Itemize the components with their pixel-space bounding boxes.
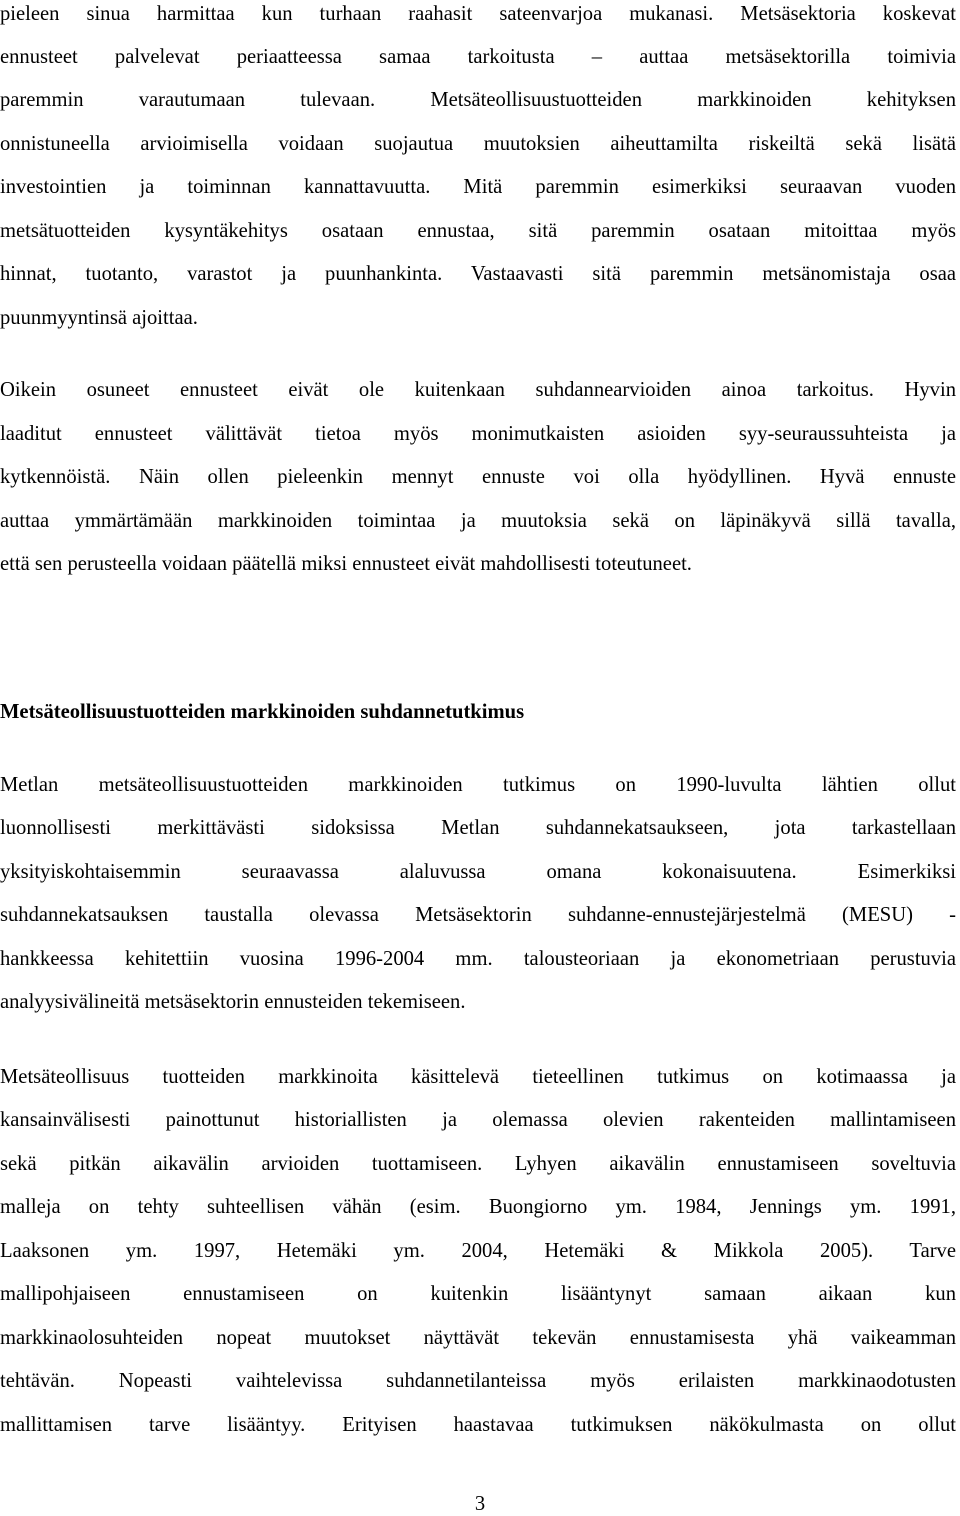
text-line: hinnat, tuotanto, varastot ja puunhankinta. Vastaavasti sitä paremmin metsänomistaja osaa [0,263,956,285]
text-line: investointien ja toiminnan kannattavuutta. Mitä paremmin esimerkiksi seuraavan vuoden [0,176,956,198]
text-line: malleja on tehty suhteellisen vähän (esim. Buongiorno ym. 1984, Jennings ym. 1991, [0,1196,956,1218]
text-line: tehtävän. Nopeasti vaihtelevissa suhdannetilanteissa myös erilaisten markkinaodotusten [0,1370,956,1392]
text-line: hankkeessa kehitettiin vuosina 1996-2004 mm. talousteoriaan ja ekonometriaan perustuvia [0,948,956,970]
text-line: Oikein osuneet ennusteet eivät ole kuitenkaan suhdannearvioiden ainoa tarkoitus. Hyvin [0,379,956,401]
text-line: Metsäteollisuus tuotteiden markkinoita käsittelevä tieteellinen tutkimus on kotimaassa ja [0,1066,956,1088]
text-line: että sen perusteella voidaan päätellä miksi ennusteet eivät mahdollisesti toteutuneet. [0,553,692,575]
text-line: mallipohjaiseen ennustamiseen on kuitenkin lisääntynyt samaan aikaan kun [0,1283,956,1305]
page-number: 3 [474,1493,486,1515]
text-line: puunmyyntinsä ajoittaa. [0,307,198,329]
text-line: markkinaolosuhteiden nopeat muutokset näyttävät tekevän ennustamisesta yhä vaikeamman [0,1327,956,1349]
section-heading: Metsäteollisuustuotteiden markkinoiden suhdannetutkimus [0,701,525,723]
text-line: onnistuneella arvioimisella voidaan suojautua muutoksien aiheuttamilta riskeiltä sekä lisätä [0,133,956,155]
text-line: sekä pitkän aikavälin arvioiden tuottamiseen. Lyhyen aikavälin ennustamiseen soveltuvia [0,1153,956,1175]
text-line: analyysivälineitä metsäsektorin ennusteiden tekemiseen. [0,991,466,1013]
text-line: paremmin varautumaan tulevaan. Metsäteollisuustuotteiden markkinoiden kehityksen [0,89,956,111]
text-line: ennusteet palvelevat periaatteessa samaa tarkoitusta – auttaa metsäsektorilla toimivia [0,46,956,68]
text-line: Laaksonen ym. 1997, Hetemäki ym. 2004, Hetemäki & Mikkola 2005). Tarve [0,1240,956,1262]
text-line: auttaa ymmärtämään markkinoiden toimintaa ja muutoksia sekä on läpinäkyvä sillä tavalla, [0,510,956,532]
text-line: luonnollisesti merkittävästi sidoksissa Metlan suhdannekatsaukseen, jota tarkastellaan [0,817,956,839]
text-line: yksityiskohtaisemmin seuraavassa alaluvussa omana kokonaisuutena. Esimerkiksi [0,861,956,883]
text-line: mallittamisen tarve lisääntyy. Erityisen haastavaa tutkimuksen näkökulmasta on ollut [0,1414,956,1436]
text-line: metsätuotteiden kysyntäkehitys osataan ennustaa, sitä paremmin osataan mitoittaa myös [0,220,956,242]
text-line: laaditut ennusteet välittävät tietoa myös monimutkaisten asioiden syy-seuraussuhteista ja [0,423,956,445]
text-line: kytkennöistä. Näin ollen pieleenkin mennyt ennuste voi olla hyödyllinen. Hyvä ennuste [0,466,956,488]
text-line: Metlan metsäteollisuustuotteiden markkinoiden tutkimus on 1990-luvulta lähtien ollut [0,774,956,796]
text-line: suhdannekatsauksen taustalla olevassa Metsäsektorin suhdanne-ennustejärjestelmä (MESU) - [0,904,956,926]
text-line: pieleen sinua harmittaa kun turhaan raahasit sateenvarjoa mukanasi. Metsäsektoria koskevat [0,3,956,25]
text-line: kansainvälisesti painottunut historiallisten ja olemassa olevien rakenteiden mallintamiseen [0,1109,956,1131]
